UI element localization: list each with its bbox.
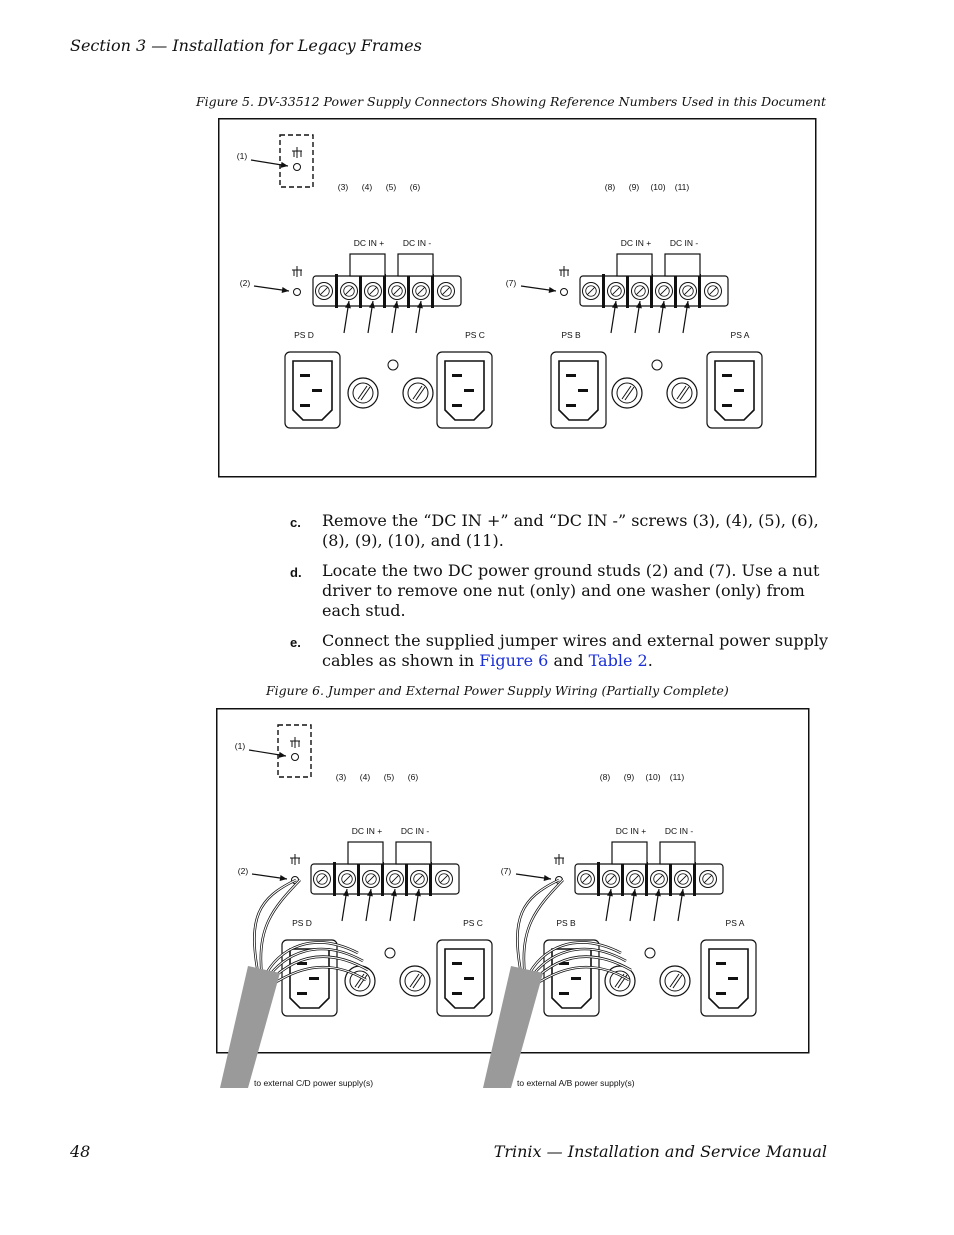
inlet-pin	[312, 389, 322, 392]
ps-a-label: PS A	[730, 330, 750, 340]
inlet-pin	[722, 374, 732, 377]
manual-title: Trinix — Installation and Service Manual	[493, 1142, 827, 1161]
terminal-divider	[381, 862, 384, 896]
inlet-pin	[716, 992, 726, 995]
inlet-pin	[578, 389, 588, 392]
terminal-divider	[698, 274, 701, 308]
ref-number-label: (3)	[337, 182, 349, 192]
indicator-led	[645, 948, 655, 958]
ref-number-label: (6)	[409, 182, 421, 192]
ground-stud	[292, 754, 299, 761]
terminal-strap	[348, 842, 383, 864]
inlet-pin	[559, 992, 569, 995]
terminal-divider	[383, 274, 386, 308]
indicator-led	[385, 948, 395, 958]
figure-5-diagram	[218, 118, 818, 480]
ref-1-label: (1)	[234, 741, 246, 751]
terminal-divider	[650, 274, 653, 308]
inlet-pin	[300, 374, 310, 377]
inlet-pin	[734, 389, 744, 392]
ground-stud-2	[294, 289, 301, 296]
ps-b-power-inlet	[551, 352, 606, 428]
ps-b-label: PS B	[561, 330, 581, 340]
ref-number-label: (9)	[628, 182, 640, 192]
ps-c-label: PS C	[465, 330, 485, 340]
step-text-part: .	[647, 651, 653, 670]
figure-5-caption: Figure 5. DV-33512 Power Supply Connectors Showing Reference Numbers Used in this Document	[195, 94, 826, 109]
dc-in-minus-label: DC IN -	[669, 238, 699, 248]
ref-7-label: (7)	[505, 278, 517, 288]
inlet-pin	[297, 992, 307, 995]
inlet-pin	[566, 404, 576, 407]
figure-6-diagram	[216, 708, 812, 1093]
fuse-holder	[667, 378, 697, 408]
ref-number-label: (11)	[674, 182, 690, 192]
fuse-cap	[353, 383, 373, 403]
indicator-led	[652, 360, 662, 370]
ps-b-label: PS B	[556, 918, 576, 928]
ref-number-label: (5)	[385, 182, 397, 192]
terminal-divider	[674, 274, 677, 308]
inlet-pin	[452, 404, 462, 407]
dc-in-minus-label: DC IN -	[664, 826, 694, 836]
dc-in-minus-label: DC IN -	[402, 238, 432, 248]
step-text: Remove the “DC IN +” and “DC IN -” screws (3), (4), (5), (6), (8), (9), (10), and (11).	[322, 511, 819, 550]
terminal-divider	[693, 862, 696, 896]
terminal-divider	[645, 862, 648, 896]
ps-c-power-inlet	[437, 940, 492, 1016]
inlet-pin	[722, 404, 732, 407]
dc-in-plus-label: DC IN +	[351, 826, 383, 836]
ref-number-label: (9)	[623, 772, 635, 782]
step-text	[322, 631, 835, 671]
ref-2-label: (2)	[239, 278, 251, 288]
inlet-pin	[716, 962, 726, 965]
section-header: Section 3 — Installation for Legacy Frames	[70, 36, 422, 55]
terminal-divider	[621, 862, 624, 896]
ref-number-label: (3)	[335, 772, 347, 782]
terminal-strap	[665, 254, 700, 276]
dc-in-plus-label: DC IN +	[353, 238, 385, 248]
ps-a-power-inlet	[707, 352, 762, 428]
cable-ab-label: to external A/B power supply(s)	[517, 1078, 635, 1088]
ref-number-label: (6)	[407, 772, 419, 782]
ref-number-label: (10)	[650, 182, 666, 192]
ground-stud	[294, 164, 301, 171]
inlet-pin	[452, 374, 462, 377]
fuse-holder	[345, 966, 375, 996]
dc-in-plus-label: DC IN +	[620, 238, 652, 248]
terminal-divider	[405, 862, 408, 896]
step-letter: c.	[290, 515, 301, 530]
ref-number-label: (4)	[359, 772, 371, 782]
inlet-pin	[300, 404, 310, 407]
terminal-strap	[396, 842, 431, 864]
step-text-part: Connect the supplied jumper wires and external power supply cables as shown in	[322, 631, 829, 670]
ref-number-label: (4)	[361, 182, 373, 192]
step-text: Locate the two DC power ground studs (2) and (7). Use a nut driver to remove one nut (only) and one washer (only) from each stud.	[322, 561, 820, 620]
fuse-cap	[665, 971, 685, 991]
ps-c-power-inlet	[437, 352, 492, 428]
fuse-cap	[405, 971, 425, 991]
ref-number-label: (5)	[383, 772, 395, 782]
ps-d-label: PS D	[294, 330, 314, 340]
inlet-pin	[728, 977, 738, 980]
step-c	[290, 511, 835, 551]
ref-number-label: (11)	[669, 772, 685, 782]
step-d	[290, 561, 835, 621]
table-2-link[interactable]: Table 2	[588, 651, 648, 670]
ps-c-label: PS C	[463, 918, 483, 928]
fuse-holder	[400, 966, 430, 996]
ref-number-label: (8)	[599, 772, 611, 782]
terminal-divider	[431, 274, 434, 308]
terminal-strap	[350, 254, 385, 276]
fuse-holder	[612, 378, 642, 408]
terminal-divider	[333, 862, 336, 896]
terminal-divider	[407, 274, 410, 308]
ps-d-label: PS D	[292, 918, 312, 928]
ref-2-label: (2)	[237, 866, 249, 876]
terminal-divider	[359, 274, 362, 308]
fuse-cap	[408, 383, 428, 403]
fuse-holder	[348, 378, 378, 408]
ps-a-power-inlet	[701, 940, 756, 1016]
step-e	[290, 631, 835, 671]
ref-number-label: (8)	[604, 182, 616, 192]
inlet-pin	[566, 374, 576, 377]
figure-6-link[interactable]: Figure 6	[479, 651, 549, 670]
terminal-divider	[626, 274, 629, 308]
inlet-pin	[464, 389, 474, 392]
dc-in-plus-label: DC IN +	[615, 826, 647, 836]
inlet-pin	[452, 992, 462, 995]
step-text-part: and	[548, 651, 589, 670]
cable-cd-label: to external C/D power supply(s)	[254, 1078, 374, 1088]
terminal-divider	[597, 862, 600, 896]
page-number: 48	[70, 1142, 91, 1161]
inlet-pin	[464, 977, 474, 980]
terminal-divider	[335, 274, 338, 308]
inlet-pin	[452, 962, 462, 965]
terminal-divider	[429, 862, 432, 896]
ref-number-label: (10)	[645, 772, 661, 782]
fuse-holder	[660, 966, 690, 996]
terminal-divider	[602, 274, 605, 308]
dc-in-minus-label: DC IN -	[400, 826, 430, 836]
terminal-divider	[357, 862, 360, 896]
fuse-cap	[617, 383, 637, 403]
ps-a-label: PS A	[725, 918, 745, 928]
fuse-cap	[672, 383, 692, 403]
terminal-strap	[660, 842, 695, 864]
step-letter: d.	[290, 565, 302, 580]
instruction-steps	[290, 511, 835, 681]
terminal-divider	[669, 862, 672, 896]
inlet-pin	[309, 977, 319, 980]
inlet-pin	[571, 977, 581, 980]
step-letter: e.	[290, 635, 301, 650]
figure-6-caption: Figure 6. Jumper and External Power Supply Wiring (Partially Complete)	[266, 683, 729, 698]
terminal-strap	[617, 254, 652, 276]
indicator-led	[388, 360, 398, 370]
terminal-strap	[612, 842, 647, 864]
fuse-holder	[403, 378, 433, 408]
ground-stud-7	[561, 289, 568, 296]
ps-d-power-inlet	[285, 352, 340, 428]
ref-1-label: (1)	[236, 151, 248, 161]
terminal-strap	[398, 254, 433, 276]
ref-7-label: (7)	[500, 866, 512, 876]
